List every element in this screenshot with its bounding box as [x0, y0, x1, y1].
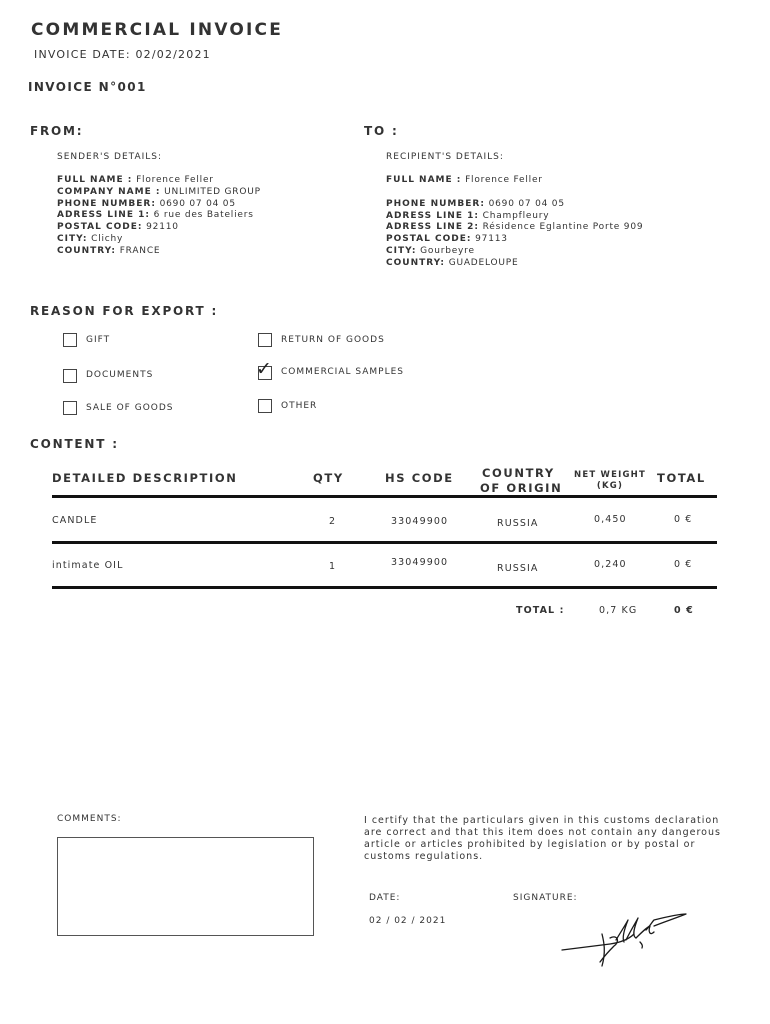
- row-2-hs-code: 33049900: [391, 557, 449, 568]
- to-heading: TO :: [364, 124, 399, 138]
- row-2-weight: 0,240: [594, 559, 627, 570]
- date-value: 02 / 02 / 2021: [369, 916, 447, 926]
- totals-label: TOTAL :: [516, 605, 565, 616]
- sender-line: ADRESS LINE 1: 6 rue des Bateliers: [57, 210, 254, 221]
- col-description-header: DETAILED DESCRIPTION: [52, 471, 238, 485]
- table-divider: [52, 586, 717, 589]
- row-2-description: intimate OIL: [52, 560, 124, 571]
- sender-line: FULL NAME : Florence Feller: [57, 175, 214, 185]
- col-country-header-line2: OF ORIGIN: [480, 481, 563, 495]
- sender-address-block: [57, 175, 261, 258]
- invoice-title: COMMERCIAL INVOICE: [31, 20, 284, 40]
- row-2-country: RUSSIA: [497, 563, 539, 574]
- comments-box[interactable]: [57, 837, 314, 936]
- sender-line: CITY: Clichy: [57, 233, 124, 244]
- recipient-details-heading: RECIPIENT'S DETAILS:: [386, 152, 504, 162]
- row-1-description: CANDLE: [52, 515, 98, 526]
- reason-heading: REASON FOR EXPORT :: [30, 304, 219, 318]
- col-qty-header: QTY: [313, 471, 344, 485]
- row-1-hs-code: 33049900: [391, 516, 449, 527]
- date-label: DATE:: [369, 893, 401, 903]
- invoice-number: INVOICE N°001: [28, 80, 147, 94]
- signature-label: SIGNATURE:: [513, 893, 578, 903]
- totals-amount: 0 €: [674, 605, 694, 616]
- table-divider: [52, 541, 717, 544]
- recipient-line: POSTAL CODE: 97113: [386, 234, 508, 245]
- row-2-qty: 1: [329, 561, 337, 572]
- row-1-total: 0 €: [674, 514, 693, 525]
- sender-details-heading: SENDER'S DETAILS:: [57, 152, 163, 162]
- other-label: OTHER: [281, 401, 318, 411]
- signature-image: [558, 908, 690, 972]
- recipient-line: ADRESS LINE 1: Champfleury: [386, 210, 550, 221]
- invoice-date: INVOICE DATE: 02/02/2021: [34, 48, 211, 61]
- certification-text: I certify that the particulars given in this customs declaration are correct and that this item does not contain any dangerous article or articles prohibited by legislation or by postal or customs regulations.: [364, 815, 721, 862]
- gift-checkbox[interactable]: [63, 333, 77, 347]
- recipient-line: FULL NAME : Florence Feller: [386, 175, 543, 185]
- row-1-country: RUSSIA: [497, 518, 539, 529]
- sender-line: COUNTRY: FRANCE: [57, 245, 161, 256]
- check-mark-icon: ✓: [256, 358, 272, 380]
- row-1-weight: 0,450: [594, 514, 627, 525]
- documents-checkbox[interactable]: [63, 369, 77, 383]
- gift-label: GIFT: [86, 335, 111, 345]
- from-heading: FROM:: [30, 124, 84, 138]
- sender-line: PHONE NUMBER: 0690 07 04 05: [57, 198, 236, 209]
- totals-weight: 0,7 KG: [599, 605, 638, 616]
- table-divider: [52, 495, 717, 498]
- sale-of-goods-label: SALE OF GOODS: [86, 403, 174, 413]
- content-heading: CONTENT :: [30, 437, 119, 451]
- recipient-address-block: [386, 175, 643, 270]
- commercial-samples-label: COMMERCIAL SAMPLES: [281, 367, 405, 377]
- documents-label: DOCUMENTS: [86, 370, 154, 380]
- row-2-total: 0 €: [674, 559, 693, 570]
- comments-label: COMMENTS:: [57, 814, 122, 824]
- sender-line: POSTAL CODE: 92110: [57, 222, 179, 233]
- col-total-header: TOTAL: [657, 471, 706, 485]
- recipient-line: COUNTRY: GUADELOUPE: [386, 257, 519, 268]
- return-of-goods-label: RETURN OF GOODS: [281, 335, 385, 345]
- sender-line: COMPANY NAME : UNLIMITED GROUP: [57, 186, 261, 197]
- other-checkbox[interactable]: [258, 399, 272, 413]
- row-1-qty: 2: [329, 516, 337, 527]
- sale-of-goods-checkbox[interactable]: [63, 401, 77, 415]
- recipient-line: PHONE NUMBER: 0690 07 04 05: [386, 198, 565, 209]
- recipient-line: ADRESS LINE 2: Résidence Eglantine Porte 909: [386, 222, 644, 233]
- col-hs-code-header: HS CODE: [385, 471, 454, 485]
- col-country-header-line1: COUNTRY: [482, 466, 555, 480]
- col-weight-header: NET WEIGHT (KG): [574, 470, 646, 491]
- recipient-line: CITY: Gourbeyre: [386, 245, 475, 256]
- return-of-goods-checkbox[interactable]: [258, 333, 272, 347]
